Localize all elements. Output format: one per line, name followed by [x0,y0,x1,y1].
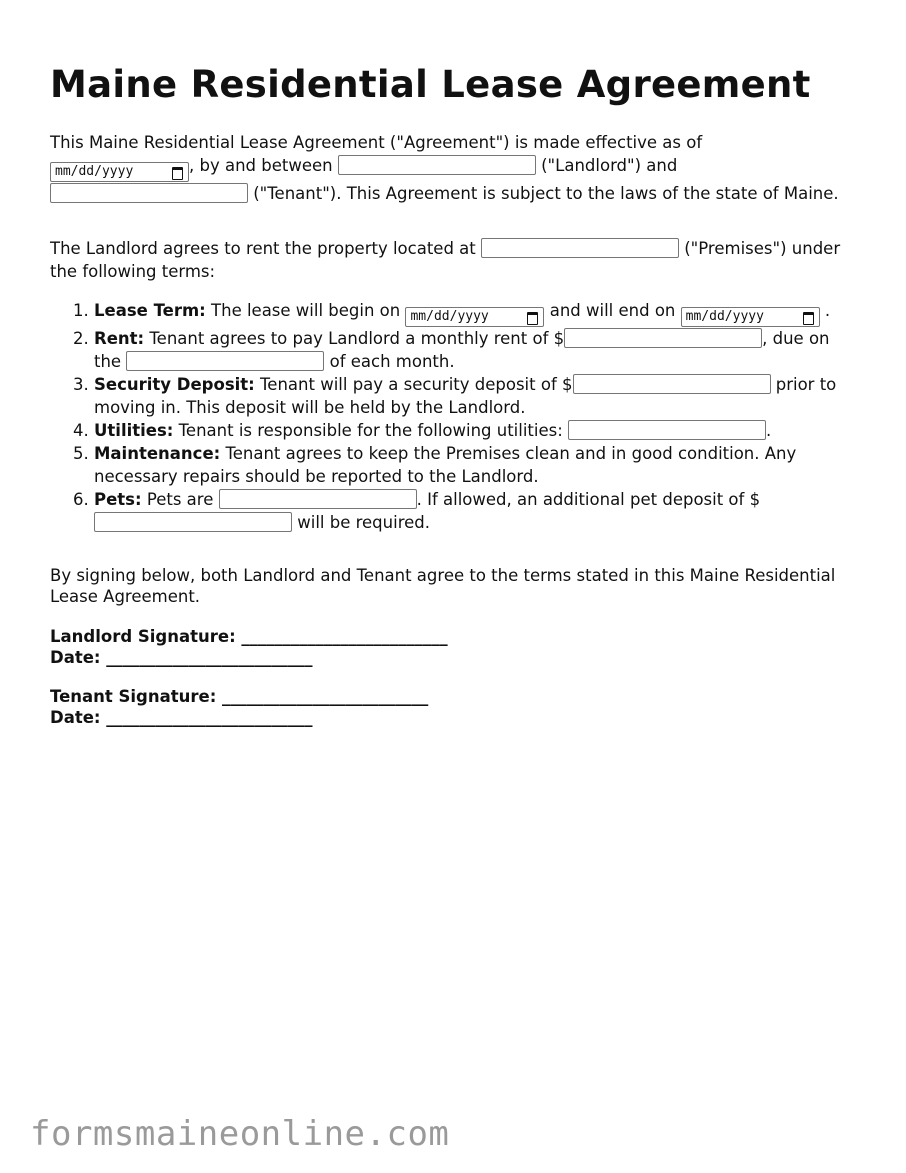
intro-text-2: , by and between [189,156,333,175]
maintenance-label: Maintenance: [94,444,221,463]
rent-label: Rent: [94,329,145,348]
lease-begin-date-input[interactable] [405,307,544,327]
calendar-icon[interactable] [172,167,183,180]
lease-text-2: and will end on [549,301,676,320]
rent-amount-input[interactable] [564,328,762,348]
terms-list [50,299,860,534]
effective-date-placeholder: mm/dd/yyyy [55,164,134,179]
lease-begin-placeholder: mm/dd/yyyy [410,309,489,324]
landlord-signature-line: Landlord Signature: _________________________ [50,627,448,646]
pets-text-1: Pets are [146,490,214,509]
rent-due-day-input[interactable] [126,351,324,371]
tenant-name-input[interactable] [50,183,248,203]
property-address-input[interactable] [481,238,679,258]
intro-paragraph [50,131,840,205]
deposit-text-1: Tenant will pay a security deposit of $ [260,375,573,394]
lease-text-3: . [824,301,831,320]
effective-date-input[interactable] [50,162,189,182]
rent-text-1: Tenant agrees to pay Landlord a monthly rent of $ [149,329,565,348]
landlord-signature-block [50,626,448,668]
pets-label: Pets: [94,490,142,509]
lease-end-placeholder: mm/dd/yyyy [685,309,764,324]
landlord-name-input[interactable] [338,155,536,175]
term-maintenance [94,442,860,488]
term-security-deposit [94,373,860,419]
lease-end-date-input[interactable] [681,307,820,327]
tenant-date-line: Date: _________________________ [50,708,313,727]
deposit-amount-input[interactable] [573,374,771,394]
premises-paragraph [50,237,850,283]
closing-paragraph: By signing below, both Landlord and Tenant agree to the terms stated in this Maine Residential Lease Agreement. [50,566,836,606]
term-rent [94,327,860,373]
term-utilities [94,419,860,442]
term-lease [94,299,860,327]
utilities-input[interactable] [568,420,766,440]
premises-text-2: ("Premises") under the following terms: [50,239,841,281]
deposit-label: Security Deposit: [94,375,255,394]
maintenance-text: Tenant agrees to keep the Premises clean and in good condition. Any necessary repairs should be reported to the Landlord. [94,444,797,486]
rent-text-2: , due on the [94,329,830,371]
pets-text-3: will be required. [297,513,430,532]
rent-text-3: of each month. [329,352,455,371]
utilities-text-2: . [766,421,772,440]
intro-text-3: ("Landlord") and [541,156,678,175]
premises-text-1: The Landlord agrees to rent the property located at [50,239,476,258]
calendar-icon[interactable] [803,312,814,325]
lease-text-1: The lease will begin on [211,301,401,320]
deposit-text-2: prior to moving in. This deposit will be held by the Landlord. [94,375,837,417]
page-title: Maine Residential Lease Agreement [50,63,811,106]
tenant-signature-block [50,686,428,728]
intro-text-4: ("Tenant"). This Agreement is subject to the laws of the state of Maine. [253,184,839,203]
tenant-signature-line: Tenant Signature: _________________________ [50,687,429,706]
utilities-text-1: Tenant is responsible for the following utilities: [178,421,563,440]
calendar-icon[interactable] [527,312,538,325]
term-pets [94,488,860,534]
landlord-date-line: Date: _________________________ [50,648,313,667]
pets-text-2: . If allowed, an additional pet deposit of $ [416,490,761,509]
pets-allowed-input[interactable] [219,489,417,509]
pet-deposit-input[interactable] [94,512,292,532]
lease-term-label: Lease Term: [94,301,206,320]
site-watermark: formsmaineonline.com [30,1114,450,1154]
utilities-label: Utilities: [94,421,174,440]
intro-text-1: This Maine Residential Lease Agreement ("Agreement") is made effective as of [50,133,703,152]
